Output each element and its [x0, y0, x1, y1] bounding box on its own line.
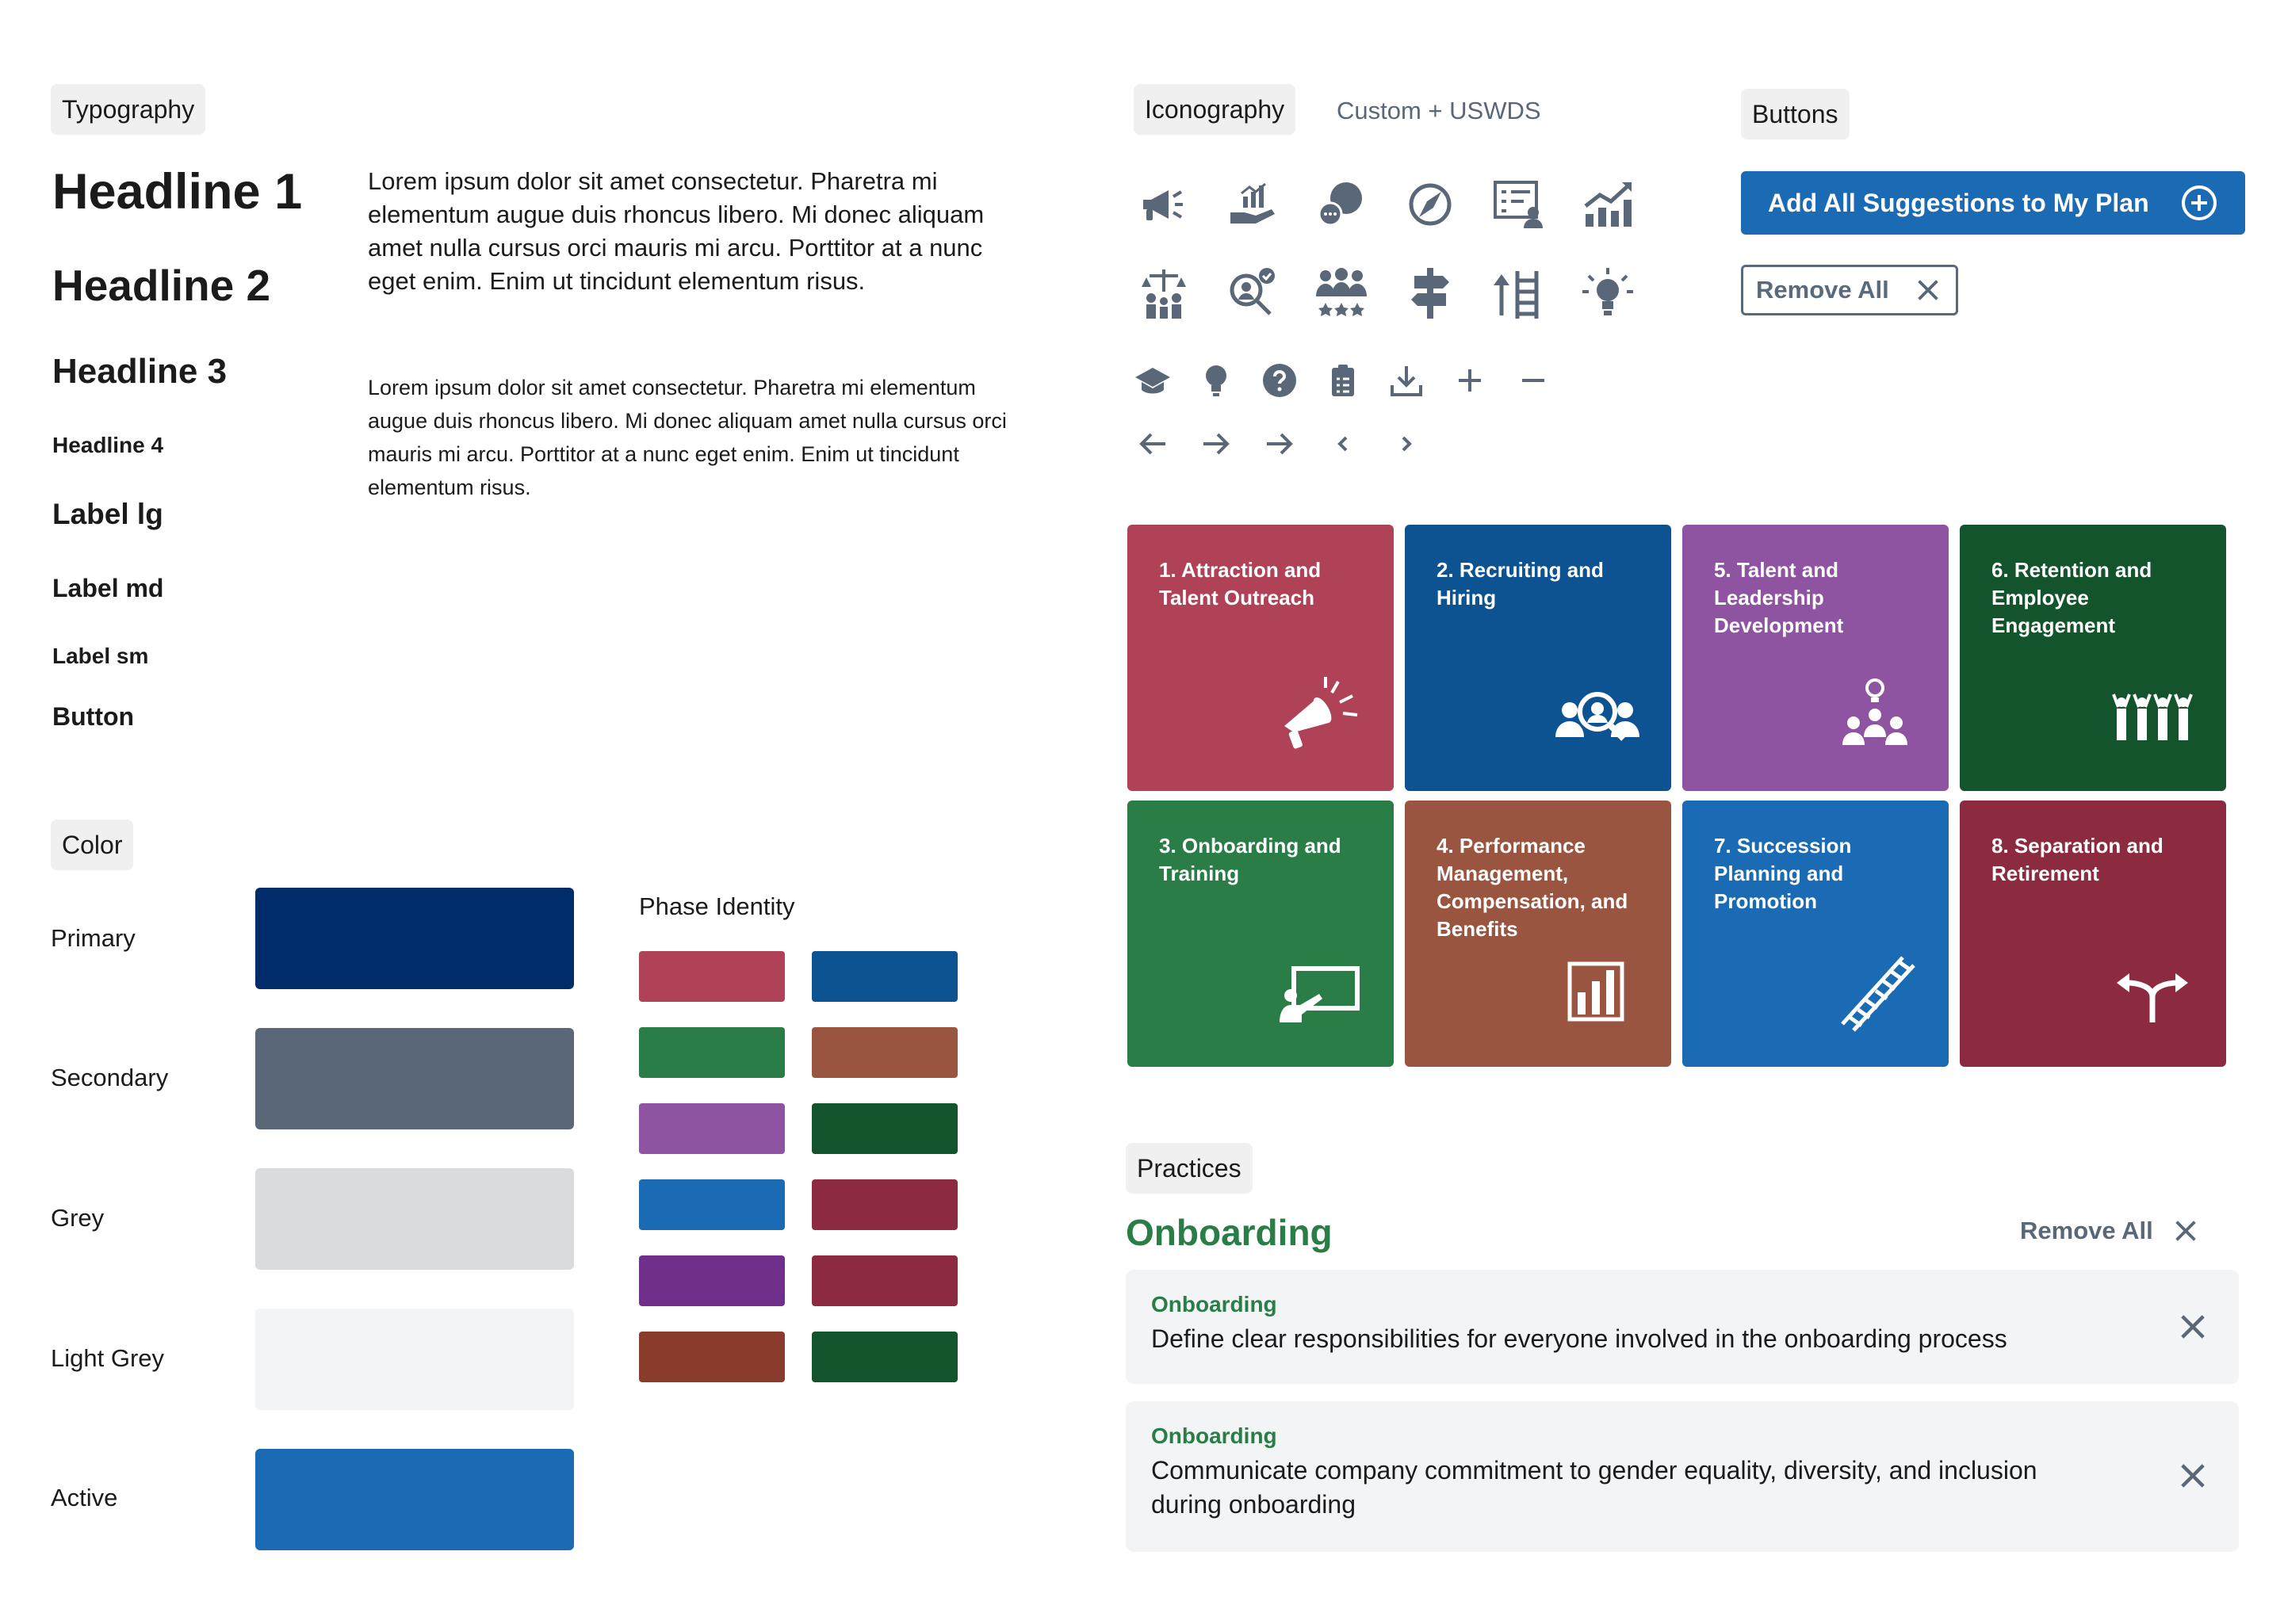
bulb-icon	[1197, 361, 1235, 399]
chart-growth-icon	[1579, 176, 1636, 233]
help-circle-icon	[1261, 361, 1299, 399]
clipboard-icon	[1324, 361, 1362, 399]
phase-color-chip	[812, 1332, 958, 1382]
arrow-left-icon	[1134, 425, 1172, 463]
phase-color-chip	[812, 1255, 958, 1306]
primary-color-label: Primary	[51, 924, 136, 952]
chevron-left-icon	[1324, 425, 1362, 463]
practices-heading: Onboarding	[1126, 1212, 1333, 1253]
add-all-suggestions-label: Add All Suggestions to My Plan	[1768, 188, 2149, 217]
phase-color-chip	[812, 951, 958, 1002]
team-idea-icon	[1831, 671, 1919, 758]
ladder-icon	[1831, 946, 1919, 1034]
phase-tile-title: 7. Succession Planning and Promotion	[1714, 834, 1852, 913]
phase-color-chip	[639, 951, 785, 1002]
phase-color-chip	[812, 1179, 958, 1230]
practice-card	[1126, 1270, 2239, 1384]
color-tag: Color	[51, 820, 133, 870]
signpost-icon	[1402, 265, 1459, 322]
close-icon	[1913, 275, 1943, 305]
headline-3-sample: Headline 3	[52, 352, 228, 391]
phase-color-chip	[812, 1103, 958, 1154]
button-text-sample: Button	[52, 702, 135, 731]
arrow-right-alt-icon	[1261, 425, 1299, 463]
phase-tile-separation[interactable]	[1960, 801, 2226, 1067]
practices-tag: Practices	[1126, 1143, 1253, 1194]
practice-card	[1126, 1401, 2239, 1552]
split-arrow-icon	[2109, 946, 2196, 1034]
practices-remove-all-label: Remove All	[2020, 1217, 2153, 1244]
practices-remove-all-link[interactable]	[2020, 1216, 2201, 1246]
phase-color-chip	[639, 1255, 785, 1306]
search-check-icon	[1224, 265, 1281, 322]
phase-identity-label: Phase Identity	[639, 892, 795, 920]
practice-category: Onboarding	[1151, 1292, 1277, 1316]
paragraph-small: Lorem ipsum dolor sit amet consectetur. Pharetra mi elementum augue duis rhoncus libero. Mi donec aliquam amet nulla cursus orci mauris mi arcu. Porttitor at a nunc eget enim. Enim ut tincidunt elementum risus.	[368, 376, 1007, 499]
download-icon	[1387, 361, 1425, 399]
phase-tile-title: 3. Onboarding and Training	[1159, 834, 1341, 885]
buttons-tag: Buttons	[1741, 89, 1850, 139]
remove-all-button[interactable]	[1741, 265, 1958, 315]
phase-tile-title: 4. Performance Management, Compensation, and Benefits	[1437, 834, 1628, 941]
label-sm-sample: Label sm	[52, 644, 149, 668]
team-stars-icon	[1313, 265, 1370, 322]
iconography-subtitle: Custom + USWDS	[1337, 97, 1541, 124]
plus-icon	[1451, 361, 1489, 399]
checklist-person-icon	[1490, 176, 1548, 233]
globe-chat-icon	[1313, 176, 1370, 233]
primary-swatch	[255, 888, 574, 989]
close-icon[interactable]	[2175, 1458, 2210, 1493]
phase-color-chip	[639, 1103, 785, 1154]
hand-growth-icon	[1224, 176, 1281, 233]
paragraph-large: Lorem ipsum dolor sit amet consectetur. Pharetra mi elementum augue duis rhoncus libero. Mi donec aliquam amet nulla cursus orci mauris mi arcu. Porttitor at a nunc eget enim. Enim ut tincidunt elementum risus.	[368, 167, 985, 295]
compass-icon	[1402, 176, 1459, 233]
label-lg-sample: Label lg	[52, 498, 163, 530]
ladder-up-icon	[1490, 265, 1548, 322]
presentation-icon	[1276, 946, 1364, 1034]
phase-tile-title: 6. Retention and Employee Engagement	[1991, 558, 2152, 637]
phase-tile-title: 1. Attraction and Talent Outreach	[1159, 558, 1322, 609]
headline-4-sample: Headline 4	[52, 433, 164, 457]
phase-tile-succession[interactable]	[1682, 801, 1949, 1067]
typography-tag: Typography	[51, 84, 205, 135]
balance-people-icon	[1135, 265, 1192, 322]
phase-color-chip	[639, 1027, 785, 1078]
megaphone-icon	[1135, 176, 1192, 233]
close-icon	[2171, 1216, 2201, 1246]
active-color-label: Active	[51, 1484, 118, 1511]
phase-color-chip	[639, 1179, 785, 1230]
plus-circle-icon	[2180, 184, 2218, 222]
headline-1-sample: Headline 1	[52, 164, 303, 220]
iconography-tag: Iconography	[1134, 84, 1295, 135]
megaphone-icon	[1276, 671, 1364, 758]
phase-color-chip	[639, 1332, 785, 1382]
phase-tile-title: 5. Talent and Leadership Development	[1714, 558, 1844, 637]
practice-text: Communicate company commitment to gender equality, diversity, and inclusion during onboarding	[1151, 1456, 2037, 1519]
phase-tile-title: 8. Separation and Retirement	[1991, 834, 2163, 885]
chevron-right-icon	[1387, 425, 1425, 463]
secondary-swatch	[255, 1028, 574, 1129]
grey-swatch	[255, 1168, 574, 1270]
phase-tile-performance[interactable]	[1405, 801, 1671, 1067]
people-cheer-icon	[2109, 671, 2196, 758]
secondary-color-label: Secondary	[51, 1064, 169, 1091]
phase-color-chip	[812, 1027, 958, 1078]
label-md-sample: Label md	[52, 574, 164, 602]
minus-icon	[1514, 361, 1552, 399]
light-grey-color-label: Light Grey	[51, 1344, 165, 1372]
people-search-icon	[1554, 671, 1641, 758]
phase-tile-attraction[interactable]	[1127, 525, 1394, 791]
graduation-cap-icon	[1134, 361, 1172, 399]
lightbulb-idea-icon	[1579, 265, 1636, 322]
phase-tile-onboarding[interactable]	[1127, 801, 1394, 1067]
phase-tile-talent[interactable]	[1682, 525, 1949, 791]
practice-category: Onboarding	[1151, 1423, 1277, 1448]
phase-tile-recruiting[interactable]	[1405, 525, 1671, 791]
active-swatch	[255, 1449, 574, 1550]
phase-tile-title: 2. Recruiting and Hiring	[1437, 558, 1604, 609]
headline-2-sample: Headline 2	[52, 261, 271, 310]
grey-color-label: Grey	[51, 1204, 105, 1232]
arrow-right-icon	[1197, 425, 1235, 463]
remove-all-label: Remove All	[1756, 276, 1889, 304]
close-icon[interactable]	[2175, 1309, 2210, 1344]
light-grey-swatch	[255, 1309, 574, 1410]
phase-tile-retention[interactable]	[1960, 525, 2226, 791]
add-all-suggestions-button[interactable]	[1741, 171, 2245, 235]
bar-chart-icon	[1554, 946, 1641, 1034]
practice-text: Define clear responsibilities for everyone involved in the onboarding process	[1151, 1324, 2007, 1353]
